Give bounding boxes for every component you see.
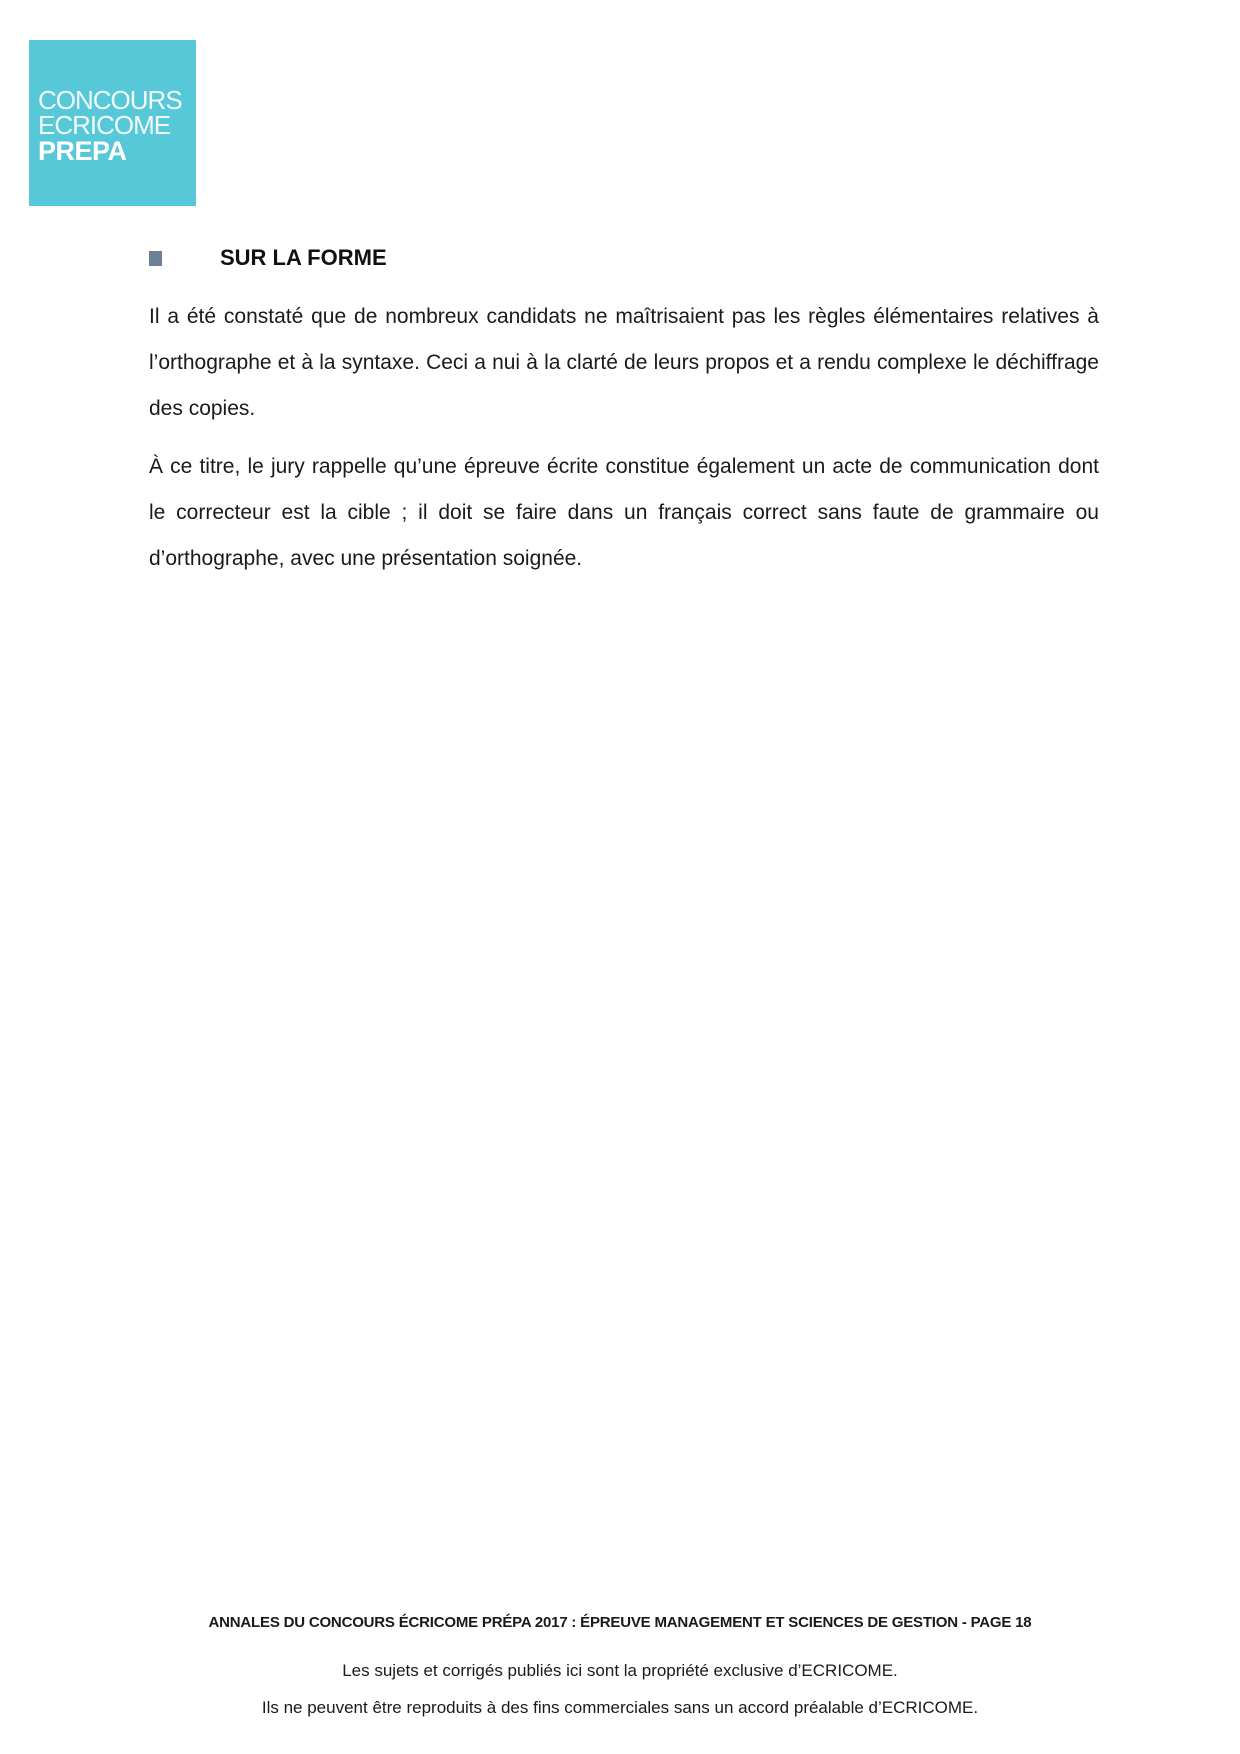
footer-copyright-line: Les sujets et corrigés publiés ici sont la propriété exclusive d’ECRICOME.: [342, 1661, 898, 1680]
footer-reproduction-line: Ils ne peuvent être reproduits à des fins commerciales sans un accord préalable d’ECRICOME.: [261, 1698, 979, 1717]
section-heading: [149, 245, 387, 271]
paragraph-communication: À ce titre, le jury rappelle qu’une épreuve écrite constitue également un acte de communication dont le correcteur est la cible ; il doit se faire dans un français correct sans faute de grammaire ou d’orthographe, avec une présentation soignée.: [149, 455, 1099, 570]
logo-line-ecricome: ECRICOME: [38, 110, 171, 140]
paragraph-orthographe: Il a été constaté que de nombreux candidats ne maîtrisaient pas les règles élémentaires relatives à l’orthographe et à la syntaxe. Ceci a nui à la clarté de leurs propos et a rendu complexe le déchiffrage des copies.: [149, 305, 1099, 420]
concours-ecricome-prepa-logo: [29, 40, 196, 206]
logo-line-prepa: PREPA: [38, 136, 127, 166]
logo-line-concours: CONCOURS: [38, 85, 182, 115]
square-bullet-icon: [149, 251, 162, 266]
footer-page-title: ANNALES DU CONCOURS ÉCRICOME PRÉPA 2017 : ÉPREUVE MANAGEMENT ET SCIENCES DE GESTION - PAGE 18: [208, 1614, 1032, 1631]
section-title: SUR LA FORME: [220, 245, 387, 270]
